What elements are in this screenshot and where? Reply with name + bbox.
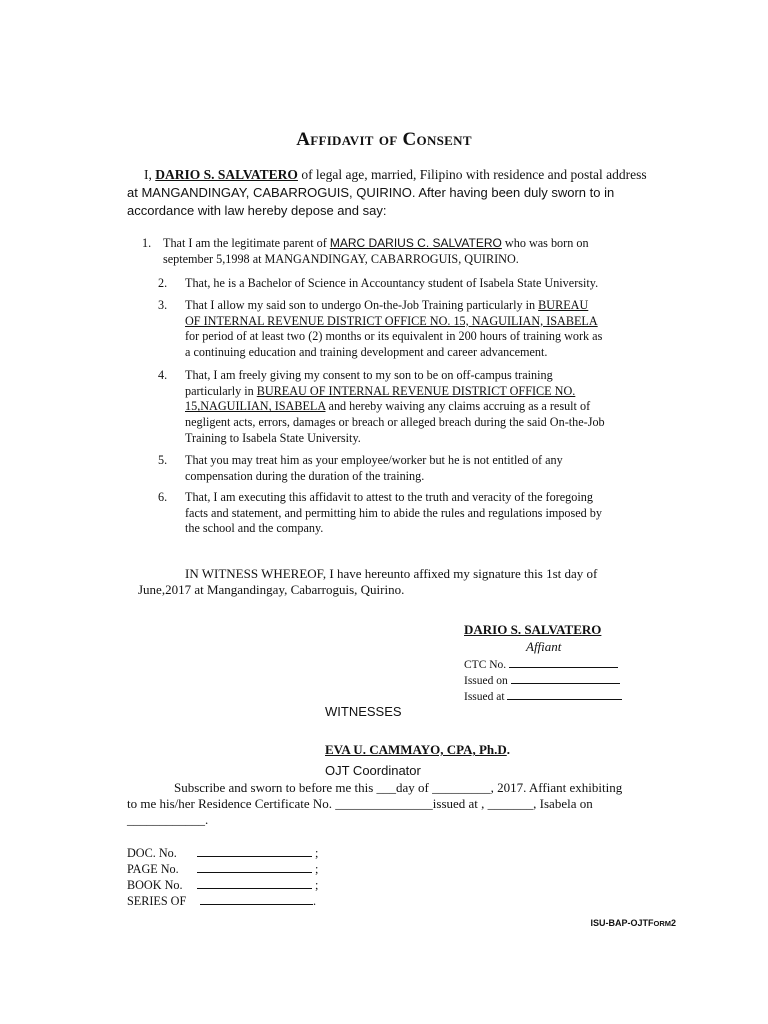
item-number: 1. [142, 236, 152, 250]
item-number: 5. [158, 453, 168, 467]
item-text: september 5,1998 at MANGANDINGAY, CABARROGUIS, QUIRINO. [163, 251, 519, 266]
item-text: facts and statement, and permitting him to abide the rules and regulations imposed by [185, 505, 602, 520]
intro-text: of legal age, married, Filipino with residence and postal address [297, 167, 647, 182]
item-text: a continuing education and training development and career advancement. [185, 345, 548, 360]
list-item [158, 490, 674, 537]
coordinator-role: OJT Coordinator [325, 763, 421, 778]
witness-text: June,2017 at Mangandingay, Cabarroguis, Quirino. [138, 582, 405, 597]
issued-on-field [464, 672, 620, 687]
issued-on-blank [511, 672, 620, 684]
item-text: the school and the company. [185, 521, 324, 536]
series-of-row [127, 893, 316, 909]
intro-text: I, [144, 167, 156, 182]
item-text: particularly in [185, 383, 257, 398]
affiant-role: Affiant [526, 639, 562, 654]
company-name: 15,NAGUILIAN, ISABELA [185, 399, 326, 414]
witness-text: IN WITNESS WHEREOF, I have hereunto affixed my signature this 1st day of [185, 566, 598, 581]
issued-at-field [464, 688, 622, 703]
item-text: and hereby waiving any claims accruing as a result of [325, 399, 591, 414]
form-code-num: 2 [670, 918, 676, 928]
row-end: ; [315, 862, 319, 876]
list-item [142, 236, 674, 267]
student-name: MARC DARIUS C. SALVATERO [329, 236, 502, 250]
list-item [158, 276, 674, 292]
coordinator-name: EVA U. CAMMAYO, CPA, Ph.D [325, 742, 507, 757]
page-no-blank [197, 861, 312, 873]
doc-no-row [127, 845, 318, 861]
list-item [158, 298, 674, 361]
item-text: That I am the legitimate parent of [163, 236, 330, 250]
row-end: ; [315, 878, 319, 892]
item-text: That, he is a Bachelor of Science in Accountancy student of Isabela State University. [185, 276, 599, 290]
document-title: Affidavit of Consent [296, 129, 472, 150]
book-no-label: BOOK No. [127, 878, 183, 892]
series-of-blank [200, 893, 313, 905]
item-number: 2. [158, 276, 168, 290]
affiant-name: DARIO S. SALVATERO [464, 622, 602, 637]
doc-no-blank [197, 845, 312, 857]
coordinator-dot: . [506, 742, 511, 757]
book-no-row [127, 877, 318, 893]
page-no-row [127, 861, 318, 877]
item-text: for period of at least two (2) months or its equivalent in 200 hours of training work as [185, 329, 603, 344]
list-item [158, 368, 674, 447]
coordinator-name-row [325, 742, 510, 758]
form-code-small: ORM [653, 919, 671, 928]
list-item [158, 453, 674, 484]
witnesses-label: WITNESSES [325, 704, 402, 719]
subscribe-paragraph [127, 780, 675, 828]
issued-on-label: Issued on [464, 675, 508, 687]
row-end: . [313, 894, 317, 908]
form-code-main: ISU-BAP-OJTF [590, 918, 654, 928]
intro-line: accordance with law hereby depose and say: [127, 203, 387, 218]
ctc-label: CTC No. [464, 659, 507, 671]
witness-paragraph [138, 566, 674, 598]
doc-no-label: DOC. No. [127, 846, 177, 860]
item-text: That, I am executing this affidavit to attest to the truth and veracity of the foregoing [185, 490, 593, 504]
item-text: who was born on [501, 236, 589, 250]
subscribe-text: to me his/her Residence Certificate No. _______________issued at , _______, Isabela on [127, 796, 593, 811]
subscribe-text: ____________. [127, 812, 209, 827]
ctc-field [464, 656, 618, 671]
page-no-label: PAGE No. [127, 862, 179, 876]
item-text: That you may treat him as your employee/worker but he is not entitled of any [185, 453, 563, 467]
book-no-blank [197, 877, 312, 889]
company-name: BUREAU [538, 298, 589, 312]
row-end: ; [315, 846, 319, 860]
item-text: compensation during the duration of the training. [185, 468, 425, 483]
item-number: 6. [158, 490, 168, 504]
company-name: BUREAU OF INTERNAL REVENUE DISTRICT OFFICE NO. [256, 383, 576, 398]
ctc-blank [509, 656, 618, 668]
item-text: negligent acts, errors, damages or breach or alleged breach during the said On-the-Job [185, 415, 605, 430]
form-code [590, 918, 676, 928]
intro-paragraph [127, 166, 674, 220]
intro-line: at MANGANDINGAY, CABARROGUIS, QUIRINO. After having been duly sworn to in [127, 185, 615, 200]
item-text: That, I am freely giving my consent to my son to be on off-campus training [185, 368, 553, 382]
affiant-name-inline: DARIO S. SALVATERO [155, 167, 298, 182]
item-number: 4. [158, 368, 168, 382]
series-of-label: SERIES OF [127, 894, 187, 908]
issued-at-label: Issued at [464, 691, 505, 703]
item-number: 3. [158, 298, 168, 312]
item-text: That I allow my said son to undergo On-the-Job Training particularly in [185, 298, 539, 312]
subscribe-text: Subscribe and sworn to before me this ___day of _________, 2017. Affiant exhibiting [174, 780, 623, 795]
issued-at-blank [507, 688, 622, 700]
company-name: OF INTERNAL REVENUE DISTRICT OFFICE NO. 15, NAGUILIAN, ISABELA [185, 313, 598, 328]
item-text: Training to Isabela State University. [185, 430, 361, 445]
